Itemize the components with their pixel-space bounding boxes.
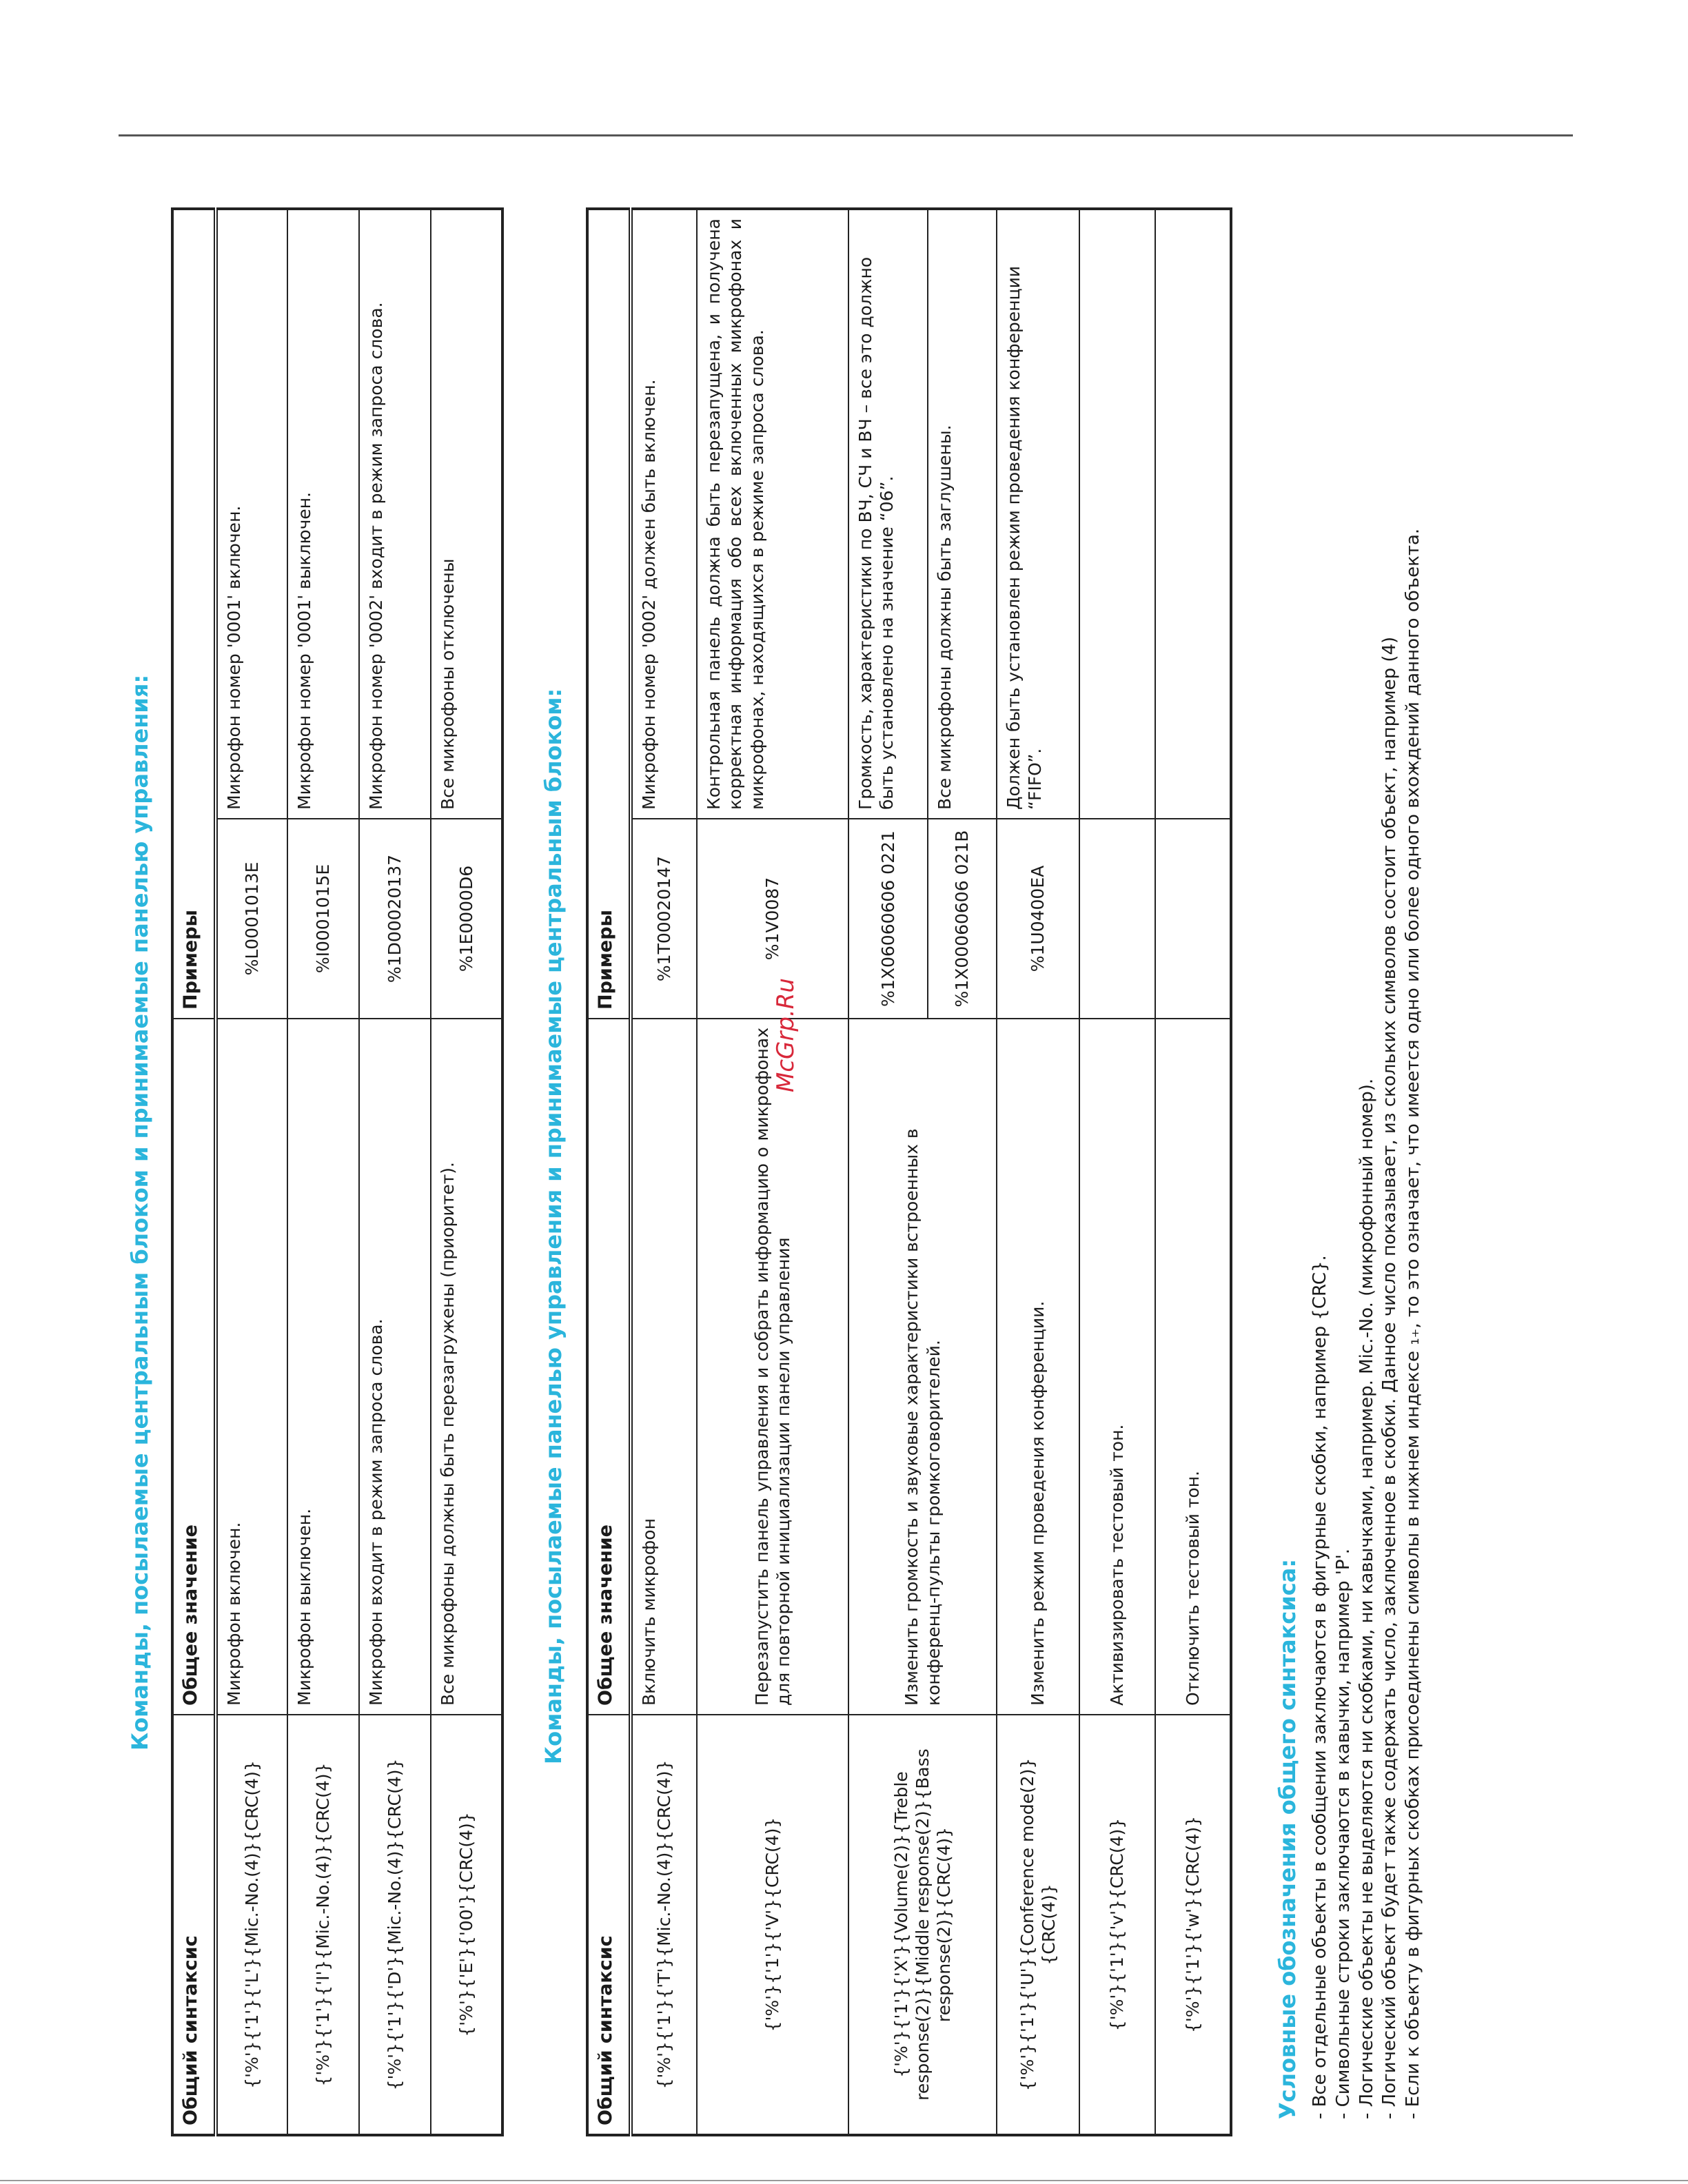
example-desc-cell: Микрофон номер '0001' выключен. xyxy=(287,209,359,819)
meaning-cell: Микрофон выключен. xyxy=(287,1019,359,1715)
example-desc-cell: Все микрофоны должны быть заглушены. xyxy=(928,209,997,819)
bottom-rule xyxy=(0,2180,1688,2181)
meaning-cell: Включить микрофон xyxy=(631,1019,697,1715)
table-row xyxy=(359,209,431,2135)
table-row xyxy=(631,209,697,2135)
meaning-cell: Микрофон включен. xyxy=(216,1019,287,1715)
table-row xyxy=(431,209,502,2135)
header-examples: Примеры xyxy=(172,209,216,1019)
header-meaning: Общее значение xyxy=(587,1019,631,1715)
example-code-cell: %1T00020147 xyxy=(631,819,697,1019)
example-desc-cell: Все микрофоны отключены xyxy=(431,209,502,819)
example-desc-cell: Микрофон номер '0002' должен быть включен. xyxy=(631,209,697,819)
example-desc-cell: Контрольная панель должна быть перезапущена, и получена корректная информация обо всех включенных микрофонах и микрофонах, находящихся в режиме запроса слова. xyxy=(697,209,848,819)
table-row xyxy=(697,209,848,2135)
syntax-notes-list xyxy=(1309,258,1425,2119)
meaning-cell: Изменить громкость и звуковые характеристики встроенных в конференц-пульты громкоговорителей. xyxy=(848,1019,997,1715)
header-syntax: Общий синтаксис xyxy=(172,1715,216,2135)
note-item: - Логический объект будет также содержать число, заключенное в скобки. Данное число показывает, из скольких символов состоит объект, например (4) xyxy=(1379,636,1401,2119)
example-code-cell: %L0001013E xyxy=(216,819,287,1019)
example-code-cell: %1V0087 xyxy=(697,819,848,1019)
section2-title: Команды, посылаемые панелью управления и принимаемые центральным блоком: xyxy=(540,688,567,1764)
example-code-cell: %1D00020137 xyxy=(359,819,431,1019)
meaning-cell: Все микрофоны должны быть перезагружены (приоритет). xyxy=(431,1019,502,1715)
header-syntax: Общий синтаксис xyxy=(587,1715,631,2135)
syntax-cell: {'%'}{'1'}{'X'}{Volume(2)}{Treble response(2)}{Middle response(2)}{Bass response(2)}{CRC(4)} xyxy=(848,1715,997,2135)
top-rule xyxy=(119,134,1573,136)
table-row xyxy=(1079,209,1155,2135)
example-code-cell: %1X06060606 0221 xyxy=(848,819,928,1019)
example-code-cell: %I0001015E xyxy=(287,819,359,1019)
example-code-cell xyxy=(1079,819,1155,1019)
syntax-cell: {'%'}{'1'}{'D'}{Mic.-No.(4)}{CRC(4)} xyxy=(359,1715,431,2135)
example-code-cell xyxy=(1155,819,1231,1019)
legend-title: Условные обозначения общего синтаксиса: xyxy=(1274,1558,1301,2119)
table-header-row xyxy=(172,209,216,2135)
syntax-cell: {'%'}{'1'}{'I'}{Mic.-No.(4)}{CRC(4)} xyxy=(287,1715,359,2135)
meaning-cell: Микрофон входит в режим запроса слова. xyxy=(359,1019,431,1715)
example-desc-cell: Микрофон номер '0001' включен. xyxy=(216,209,287,819)
note-item: - Логические объекты не выделяются ни скобками, ни кавычками, например. Mic.-No. (микрофонный номер). xyxy=(1356,1078,1377,2119)
example-desc-cell xyxy=(1155,209,1231,819)
example-desc-cell: Громкость, характеристики по ВЧ, СЧ и ВЧ – все это должно быть установлено на значение “06”. xyxy=(848,209,928,819)
table-row xyxy=(848,209,928,2135)
example-desc-cell xyxy=(1079,209,1155,819)
syntax-cell: {'%'}{'1'}{'U'}{Conference mode(2)}{CRC(4)} xyxy=(997,1715,1079,2135)
rotated-page-content xyxy=(127,152,1492,2136)
table-panel-to-central xyxy=(586,207,1232,2136)
meaning-cell: Перезапустить панель управления и собрать информацию о микрофонах для повторной инициализации панели управления xyxy=(697,1019,848,1715)
table-row xyxy=(997,209,1079,2135)
syntax-cell: {'%'}{'1'}{'T'}{Mic.-No.(4)}{CRC(4)} xyxy=(631,1715,697,2135)
watermark: McGrp.Ru xyxy=(772,978,800,1092)
example-desc-cell: Должен быть установлен режим проведения конференции “FIFO”. xyxy=(997,209,1079,819)
table-central-to-panel xyxy=(171,207,504,2136)
syntax-cell: {'%'}{'1'}{'w'}{CRC(4)} xyxy=(1155,1715,1231,2135)
meaning-cell: Изменить режим проведения конференции. xyxy=(997,1019,1079,1715)
meaning-cell: Активизировать тестовый тон. xyxy=(1079,1019,1155,1715)
example-code-cell: %1X00060606 021B xyxy=(928,819,997,1019)
header-examples: Примеры xyxy=(587,209,631,1019)
syntax-cell: {'%'}{'1'}{'v'}{CRC(4)} xyxy=(1079,1715,1155,2135)
syntax-cell: {'%'}{'1'}{'L'}{Mic.-No.(4)}{CRC(4)} xyxy=(216,1715,287,2135)
example-desc-cell: Микрофон номер '0002' входит в режим запроса слова. xyxy=(359,209,431,819)
note-item: - Символьные строки заключаются в кавычки, например 'P'. xyxy=(1332,1548,1354,2119)
note-item: - Если к объекту в фигурных скобках присоединены символы в нижнем индексе ₁₊, то это означает, что имеется одно или более одного вхождений данного объекта. xyxy=(1403,528,1424,2119)
syntax-cell: {'%'}{'E'}{'00'}{CRC(4)} xyxy=(431,1715,502,2135)
example-code-cell: %1E0000D6 xyxy=(431,819,502,1019)
syntax-cell: {'%'}{'1'}{'V'}{CRC(4)} xyxy=(697,1715,848,2135)
example-code-cell: %1U0400EA xyxy=(997,819,1079,1019)
note-item: - Все отдельные объекты в сообщении заключаются в фигурные скобки, например {CRC}. xyxy=(1310,1255,1330,2119)
table-row xyxy=(1155,209,1231,2135)
meaning-cell: Отключить тестовый тон. xyxy=(1155,1019,1231,1715)
table-header-row xyxy=(587,209,631,2135)
table-row xyxy=(287,209,359,2135)
header-meaning: Общее значение xyxy=(172,1019,216,1715)
table-row xyxy=(216,209,287,2135)
section1-title: Команды, посылаемые центральным блоком и принимаемые панелью управления: xyxy=(127,674,153,1751)
